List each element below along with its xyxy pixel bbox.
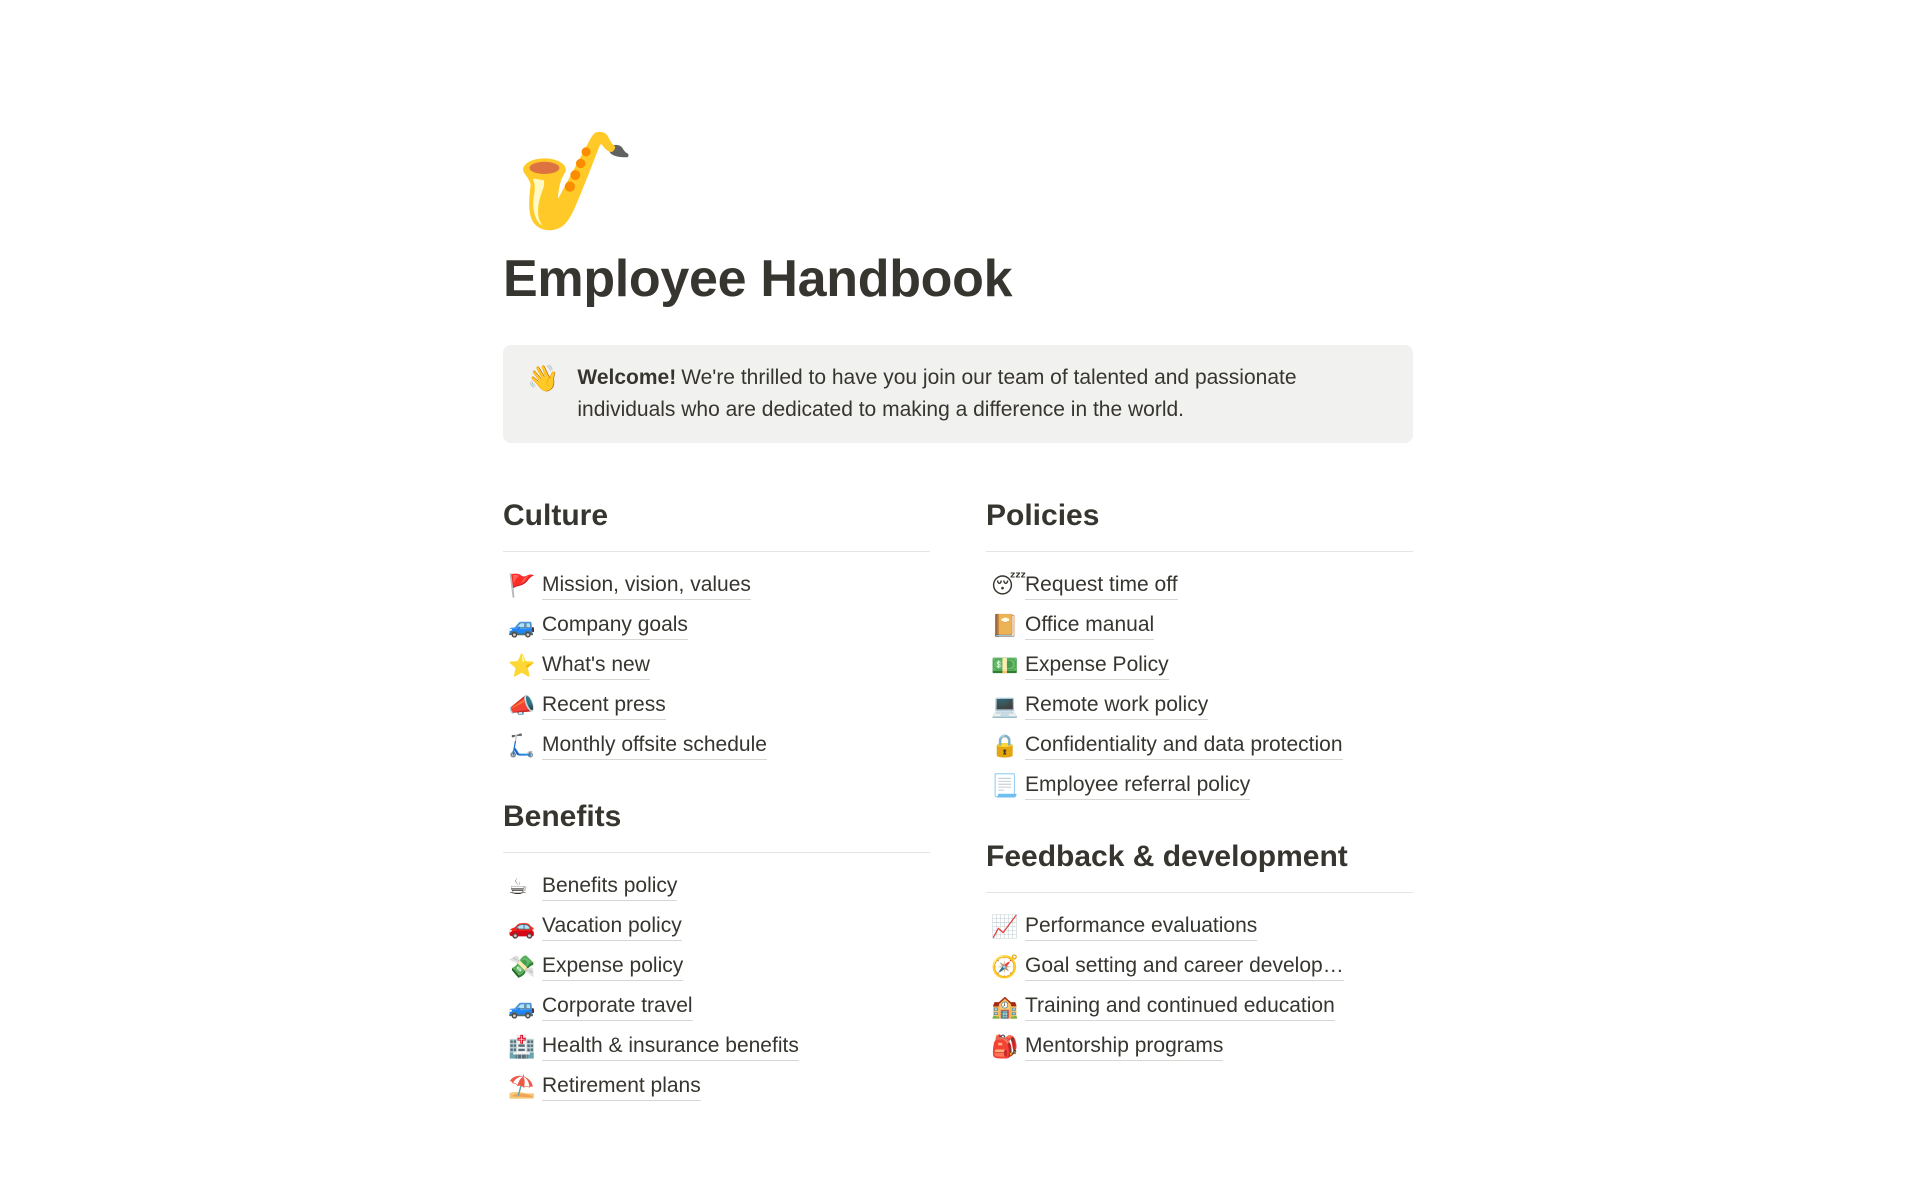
link-benefits-policy[interactable] <box>503 867 930 907</box>
link-recent-press[interactable] <box>503 686 930 726</box>
blue-car-icon: 🚙 <box>508 993 536 1019</box>
link-label: Vacation policy <box>542 913 682 941</box>
dollar-banknote-icon: 💵 <box>991 652 1019 678</box>
link-label: Mentorship programs <box>1025 1033 1223 1061</box>
page-with-curl-icon: 📃 <box>991 772 1019 798</box>
culture-links <box>503 566 930 766</box>
kick-scooter-icon: 🛴 <box>508 732 536 758</box>
welcome-bold-text: Welcome! <box>577 365 677 389</box>
benefits-links <box>503 867 930 1107</box>
link-remote-work-policy[interactable] <box>986 686 1413 726</box>
page-icon-saxophone[interactable]: 🎷 <box>516 128 636 235</box>
section-policies <box>986 497 1413 806</box>
link-whats-new[interactable] <box>503 646 930 686</box>
section-culture <box>503 497 930 766</box>
left-column <box>503 497 930 1107</box>
money-with-wings-icon: 💸 <box>508 953 536 979</box>
link-monthly-offsite-schedule[interactable] <box>503 726 930 766</box>
link-request-time-off[interactable] <box>986 566 1413 606</box>
link-label: Benefits policy <box>542 873 677 901</box>
page-title: Employee Handbook <box>503 250 1013 308</box>
section-heading-feedback-development: Feedback & development <box>986 838 1413 893</box>
coffee-icon: ☕ <box>508 873 528 899</box>
link-label: Employee referral policy <box>1025 772 1250 800</box>
waving-hand-icon: 👋 <box>527 362 560 393</box>
link-employee-referral-policy[interactable] <box>986 766 1413 806</box>
beach-umbrella-icon: ⛱️ <box>508 1073 536 1099</box>
section-heading-culture: Culture <box>503 497 930 552</box>
link-label: What's new <box>542 652 650 680</box>
hospital-icon: 🏥 <box>508 1033 536 1059</box>
link-health-insurance-benefits[interactable] <box>503 1027 930 1067</box>
link-vacation-policy[interactable] <box>503 907 930 947</box>
right-column <box>986 497 1413 1107</box>
backpack-icon: 🎒 <box>991 1033 1019 1059</box>
link-label: Company goals <box>542 612 688 640</box>
link-label: Expense Policy <box>1025 652 1169 680</box>
link-mentorship-programs[interactable] <box>986 1027 1413 1067</box>
red-car-icon: 🚗 <box>508 913 536 939</box>
link-training-continued-education[interactable] <box>986 987 1413 1027</box>
welcome-body-text: We're thrilled to have you join our team of talented and passionate individuals who are dedicated to making a difference in the world. <box>577 365 1297 421</box>
megaphone-icon: 📣 <box>508 692 536 718</box>
section-benefits <box>503 798 930 1107</box>
triangular-flag-icon: 🚩 <box>508 572 536 598</box>
feedback-links <box>986 907 1413 1067</box>
school-icon: 🏫 <box>991 993 1019 1019</box>
blue-car-icon: 🚙 <box>508 612 536 638</box>
link-label: Recent press <box>542 692 666 720</box>
welcome-callout-text <box>577 362 1347 426</box>
columns <box>503 497 1413 1107</box>
link-label: Retirement plans <box>542 1073 701 1101</box>
link-label: Health & insurance benefits <box>542 1033 799 1061</box>
section-feedback-development <box>986 838 1413 1067</box>
policies-links <box>986 566 1413 806</box>
link-company-goals[interactable] <box>503 606 930 646</box>
compass-icon: 🧭 <box>991 953 1019 979</box>
link-label: Mission, vision, values <box>542 572 751 600</box>
link-corporate-travel[interactable] <box>503 987 930 1027</box>
chart-increasing-icon: 📈 <box>991 913 1019 939</box>
link-label: Request time off <box>1025 572 1178 600</box>
section-heading-policies: Policies <box>986 497 1413 552</box>
link-confidentiality-data-protection[interactable] <box>986 726 1413 766</box>
link-mission-vision-values[interactable] <box>503 566 930 606</box>
section-heading-benefits: Benefits <box>503 798 930 853</box>
link-label: Training and continued education <box>1025 993 1335 1021</box>
link-label: Goal setting and career develop… <box>1025 953 1344 981</box>
link-expense-policy-benefits[interactable] <box>503 947 930 987</box>
sleeping-face-icon: 😴 <box>991 572 1027 598</box>
link-label: Office manual <box>1025 612 1154 640</box>
star-icon: ⭐ <box>508 652 536 678</box>
lock-icon: 🔒 <box>991 732 1019 758</box>
link-retirement-plans[interactable] <box>503 1067 930 1107</box>
link-performance-evaluations[interactable] <box>986 907 1413 947</box>
link-label: Monthly offsite schedule <box>542 732 767 760</box>
link-expense-policy[interactable] <box>986 646 1413 686</box>
link-office-manual[interactable] <box>986 606 1413 646</box>
notebook-icon: 📔 <box>991 612 1019 638</box>
page-content <box>503 0 1413 1107</box>
link-goal-setting-career-development[interactable] <box>986 947 1413 987</box>
link-label: Performance evaluations <box>1025 913 1257 941</box>
laptop-icon: 💻 <box>991 692 1019 718</box>
link-label: Corporate travel <box>542 993 693 1021</box>
link-label: Confidentiality and data protection <box>1025 732 1343 760</box>
link-label: Remote work policy <box>1025 692 1208 720</box>
welcome-callout <box>503 345 1413 443</box>
link-label: Expense policy <box>542 953 683 981</box>
